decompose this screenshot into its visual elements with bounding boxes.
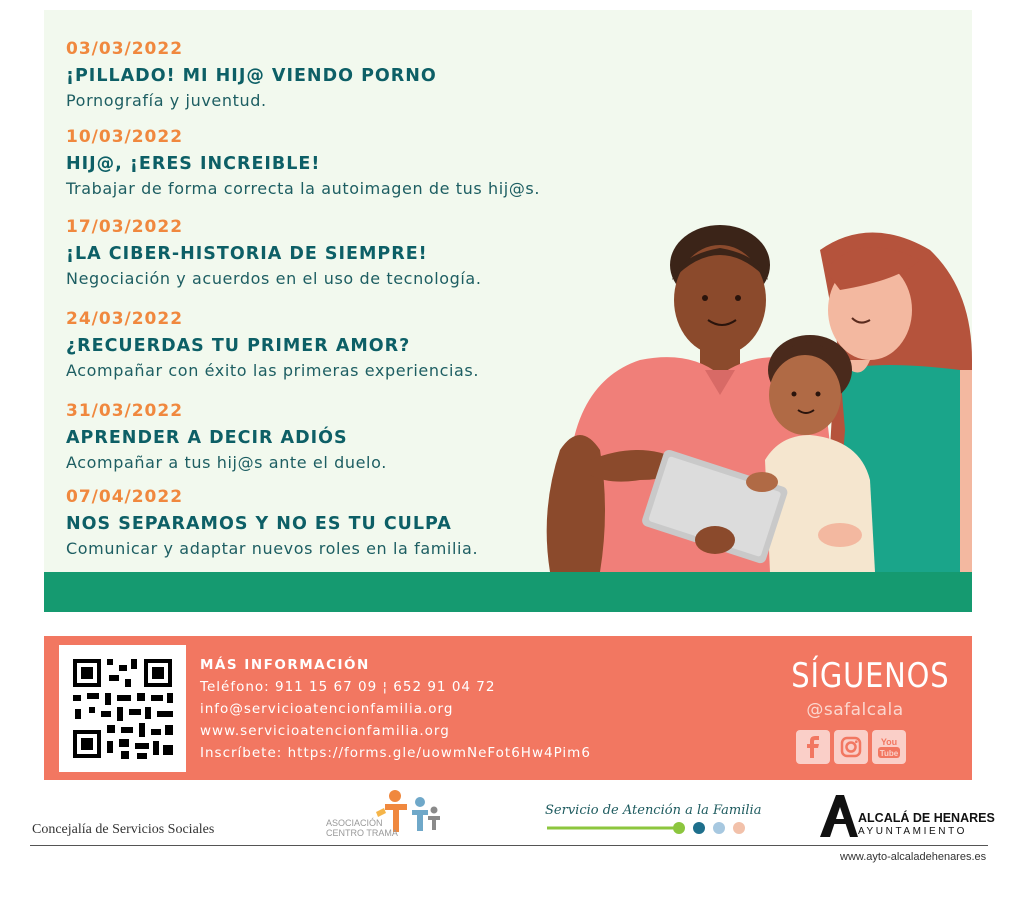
session-item — [66, 400, 387, 474]
alcala-ayuntamiento: AYUNTAMIENTO — [858, 826, 967, 837]
social-icons — [796, 730, 906, 764]
session-date: 03/03/2022 — [66, 39, 184, 59]
session-title: APRENDER A DECIR ADIÓS — [66, 428, 348, 448]
signup-link[interactable]: Inscríbete: https://forms.gle/uowmNeFot6Hw4Pim6 — [200, 745, 591, 761]
session-description: Acompañar a tus hij@s ante el duelo. — [66, 453, 387, 472]
trama-line-1: ASOCIACIÓN — [326, 818, 383, 828]
svg-text:You: You — [880, 737, 898, 747]
session-title: ¿RECUERDAS TU PRIMER AMOR? — [66, 336, 411, 356]
session-description: Pornografía y juventud. — [66, 91, 267, 110]
footer-divider — [30, 845, 988, 846]
trama-line-2: CENTRO TRAMA — [326, 828, 398, 838]
session-item — [66, 126, 540, 200]
social-handle[interactable]: @safalcala — [806, 700, 904, 720]
session-title: NOS SEPARAMOS Y NO ES TU CULPA — [66, 514, 452, 534]
family-illustration — [540, 210, 972, 572]
saf-logo-dots — [545, 820, 755, 836]
saf-logo-text: Servicio de Atención a la Familia — [545, 803, 762, 818]
info-heading: MÁS INFORMACIÓN — [200, 657, 370, 673]
alcala-name: ALCALÁ DE HENARES — [858, 811, 995, 825]
youtube-icon[interactable] — [872, 730, 906, 764]
session-date: 17/03/2022 — [66, 217, 184, 237]
concejalia-logo-text: Concejalía de Servicios Sociales — [32, 822, 215, 837]
green-strip — [44, 572, 972, 612]
contact-info — [200, 654, 591, 764]
session-date: 24/03/2022 — [66, 309, 184, 329]
session-item — [66, 38, 437, 112]
session-description: Comunicar y adaptar nuevos roles en la familia. — [66, 539, 479, 558]
session-description: Trabajar de forma correcta la autoimagen de tus hij@s. — [66, 179, 541, 198]
session-item — [66, 308, 479, 382]
email-link[interactable]: info@servicioatencionfamilia.org — [200, 701, 454, 717]
session-date: 10/03/2022 — [66, 127, 184, 147]
phone-text[interactable]: Teléfono: 911 15 67 09 ¦ 652 91 04 72 — [200, 679, 496, 695]
session-description: Acompañar con éxito las primeras experiencias. — [66, 361, 480, 380]
session-item — [66, 216, 482, 290]
session-date: 31/03/2022 — [66, 401, 184, 421]
session-description: Negociación y acuerdos en el uso de tecnología. — [66, 269, 482, 288]
session-title: ¡PILLADO! MI HIJ@ VIENDO PORNO — [66, 66, 437, 86]
instagram-icon[interactable] — [834, 730, 868, 764]
ayto-url-link[interactable]: www.ayto-alcaladehenares.es — [840, 851, 987, 863]
website-link[interactable]: www.servicioatencionfamilia.org — [200, 723, 450, 739]
session-title: HIJ@, ¡ERES INCREIBLE! — [66, 154, 321, 174]
qr-code[interactable] — [59, 645, 186, 772]
session-date: 07/04/2022 — [66, 487, 184, 507]
follow-block — [780, 656, 950, 720]
centro-trama-text — [326, 818, 398, 838]
svg-text:Tube: Tube — [879, 749, 899, 758]
session-item — [66, 486, 478, 560]
facebook-icon[interactable] — [796, 730, 830, 764]
follow-title: SÍGUENOS — [791, 656, 950, 696]
session-title: ¡LA CIBER-HISTORIA DE SIEMPRE! — [66, 244, 428, 264]
